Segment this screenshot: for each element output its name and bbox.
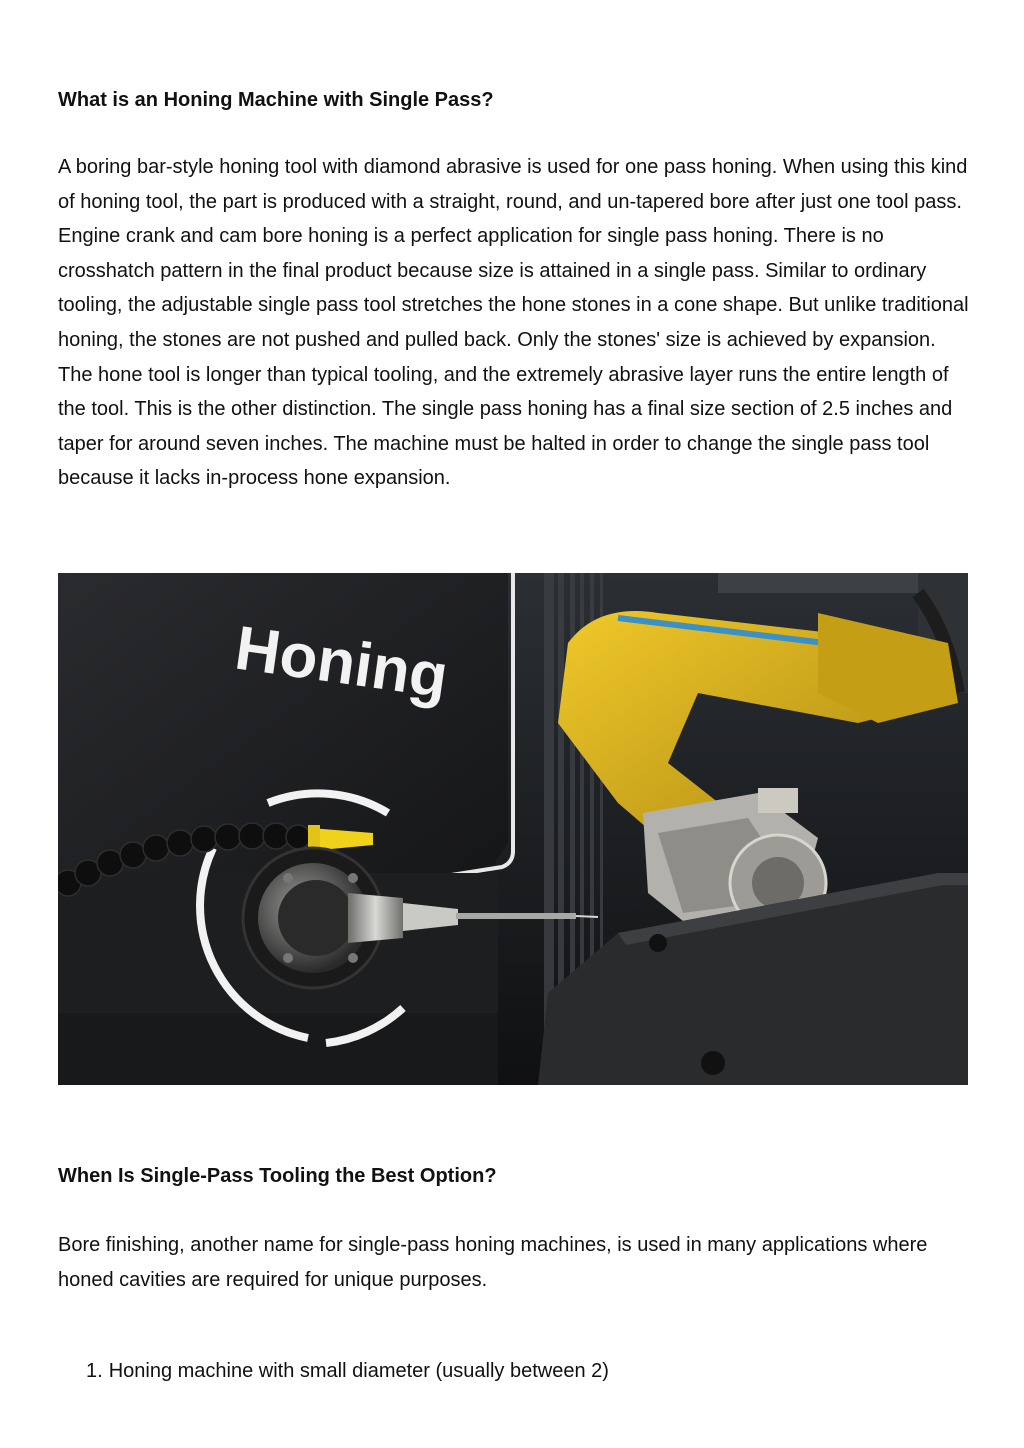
list-item-text: Honing machine with small diameter (usually between 2)	[108, 1360, 609, 1382]
honing-machine-image	[58, 573, 968, 1085]
section-body-single-pass: A boring bar-style honing tool with diamond abrasive is used for one pass honing. When using this kind of honing tool, the part is produced with a straight, round, and un-tapered bore after just one tool pass. Engine crank and cam bore honing is a perfect application for single pass honing. There is no crosshatch pattern in the final product because size is attained in a single pass. Similar to ordinary tooling, the adjustable single pass tool stretches the hone stones in a cone shape. But unlike traditional honing, the stones are not pushed and pulled back. Only the stones' size is achieved by expansion. The hone tool is longer than typical tooling, and the extremely abrasive layer runs the entire length of the tool. This is the other distinction. The single pass honing has a final size section of 2.5 inches and taper for around seven inches. The machine must be halted in order to change the single pass tool because it lacks in-process hone expansion.	[58, 156, 969, 490]
section-heading-best-option: When Is Single-Pass Tooling the Best Option?	[58, 1165, 497, 1187]
list-item-number: 1.	[86, 1360, 103, 1382]
honing-machine-illustration	[58, 573, 968, 1085]
numbered-list	[86, 1356, 609, 1386]
section-heading-single-pass: What is an Honing Machine with Single Pass?	[58, 89, 494, 111]
honing-logo-text: Honing	[231, 613, 453, 712]
list-item	[86, 1356, 609, 1386]
section-body-best-option: Bore finishing, another name for single-pass honing machines, is used in many applications where honed cavities are required for unique purposes.	[58, 1234, 928, 1291]
